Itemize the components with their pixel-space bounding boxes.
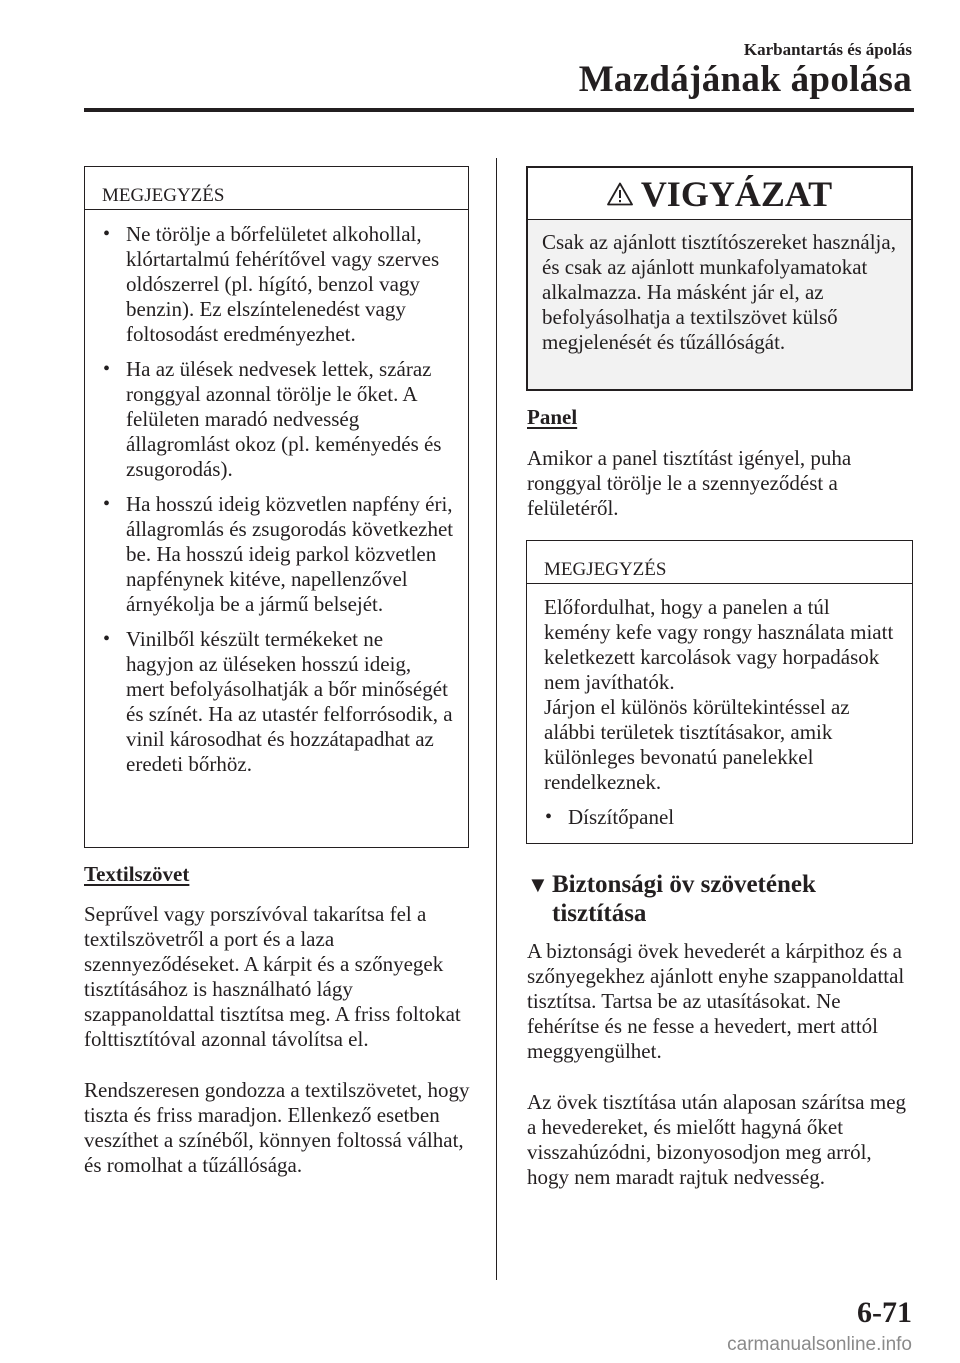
caution-heading: VIGYÁZAT [640,173,833,214]
note-heading: MEGJEGYZÉS [527,541,912,584]
list-item: • Vinilből készült termékeket ne hagyjon az üléseken hosszú ideig, mert befolyásolhatják a bőr minőségét és színét. Ha az utastér felforrósodik, a vinil károsodhat és hozzátapadhat az eredeti bőrhöz. [103,627,453,776]
note-box-leather [84,166,469,848]
bullet-icon: • [545,806,553,828]
note-heading: MEGJEGYZÉS [85,167,468,210]
note-box-panel [526,540,913,844]
watermark: carmanualsonline.info [727,1334,912,1355]
textile-paragraph-2: Rendszeresen gondozza a textilszövetet, hogy tiszta és friss maradjon. Ellenkező esetben veszíthet a színéből, könnyen foltossá válhat, és romolhat a tűzállósága. [84,1078,470,1177]
page-number: 6-71 [857,1296,912,1329]
page-title: Mazdájának ápolása [578,59,912,100]
caution-header [528,168,911,220]
note-bullet-list [102,222,454,777]
chapter-label: Karbantartás és ápolás [743,40,912,59]
note-text-1: Előfordulhat, hogy a panelen a túl kemény kefe vagy rongy használata miatt keletkezett karcolások vagy horpadások nem javíthatók. [544,595,894,694]
list-item: • Ha az ülések nedvesek lettek, száraz ronggyal azonnal törölje le őket. A felületen maradó nedvesség állagromlást okoz (pl. keményedés és zsugorodás). [103,357,442,481]
bullet-icon: • [103,223,111,245]
list-item: • Díszítőpanel [545,805,675,829]
caution-box [526,166,913,391]
caution-text: Csak az ajánlott tisztítószereket használja, és csak az ajánlott munkafolyamatokat alkalmazza. Ha másként jár el, az befolyásolhatja a textilszövet külső megjelenését és tűzállóságát. [542,230,896,354]
panel-heading: Panel [527,405,578,429]
list-item: • Ha hosszú ideig közvetlen napfény éri, állagromlás és zsugorodás következhet be. Ha hosszú ideig parkol közvetlen napfénynek kitéve, napellenzővel árnyékolja be a jármű belsejét. [103,492,454,616]
note-bullet-list [544,805,898,830]
bullet-icon: • [103,493,111,515]
textile-heading: Textilszövet [84,862,190,886]
belt-paragraph-2: Az övek tisztítása után alaposan szárítsa meg a hevedereket, és mielőtt hagyná őket visszahúzódni, bizonyosodjon meg arról, hogy nem maradt rajtuk nedvesség. [527,1090,907,1189]
header-divider [84,108,914,112]
panel-paragraph: Amikor a panel tisztítást igényel, puha ronggyal törölje le a szennyeződést a felületéről. [527,446,852,520]
list-item: • Ne törölje a bőrfelületet alkohollal, klórtartalmú fehérítővel vagy szerves oldószerrel (pl. hígító, benzol vagy benzin). Ez elszíntelenedést vagy foltosodást eredményezhet. [103,222,440,346]
belt-section-heading: ▼ Biztonsági öv szövetének tisztítása [527,871,816,927]
triangle-down-icon: ▼ [527,872,549,897]
warning-triangle-icon [607,182,633,206]
bullet-icon: • [103,358,111,380]
column-divider [496,158,497,1280]
textile-paragraph-1: Seprűvel vagy porszívóval takarítsa fel a textilszövetről a port és a laza szennyeződéseket. A kárpit és a szőnyegek tisztításához is használható lágy szappanoldattal tisztítsa meg. A friss foltokat folttisztítóval azonnal távolítsa el. [84,902,461,1051]
bullet-icon: • [103,628,111,650]
note-text-2: Járjon el különös körültekintéssel az alábbi területek tisztításakor, amik különleges bevonatú panelekkel rendelkeznek. [544,695,850,794]
belt-paragraph-1: A biztonsági övek hevederét a kárpithoz és a szőnyegekhez ajánlott enyhe szappanoldattal tisztítsa. Tartsa be az utasításokat. Ne fehérítse és ne fesse a hevedert, mert attól meggyengülhet. [527,939,905,1063]
